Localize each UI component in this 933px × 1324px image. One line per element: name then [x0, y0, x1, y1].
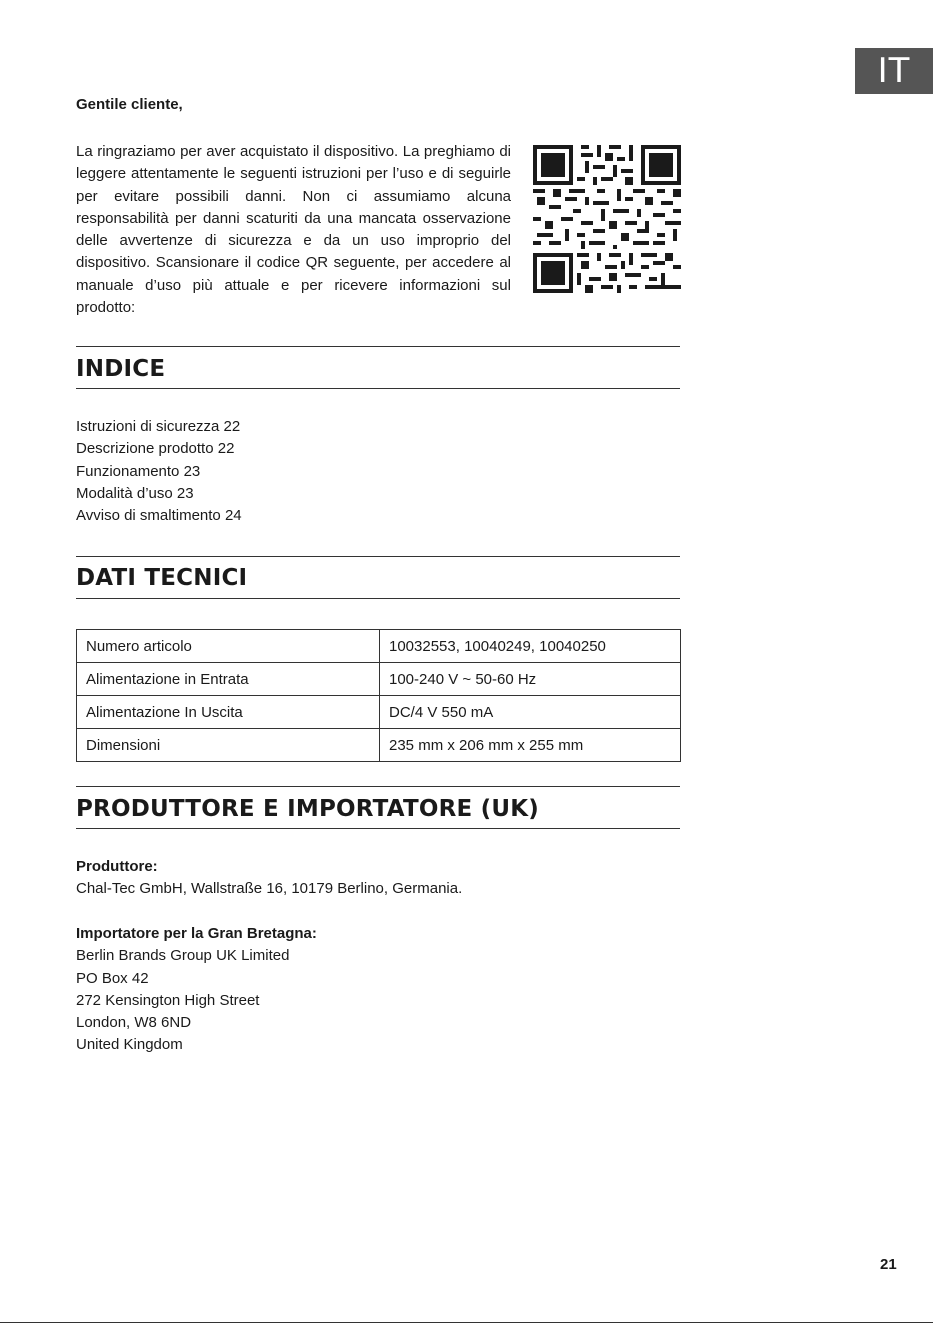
toc-item: Avviso di smaltimento 24 — [76, 507, 242, 525]
language-tab: IT — [855, 48, 933, 94]
address-line: 272 Kensington High Street — [76, 991, 260, 1009]
table-row — [77, 729, 681, 762]
table-of-contents — [76, 416, 242, 527]
spec-label: Alimentazione in Entrata — [77, 663, 380, 696]
table-row — [77, 696, 681, 729]
section-divider — [76, 598, 680, 599]
toc-item: Funzionamento 23 — [76, 462, 201, 480]
address-line: United Kingdom — [76, 1036, 183, 1054]
address-line: London, W8 6ND — [76, 1014, 192, 1032]
manufacturer-label: Produttore: — [76, 858, 158, 875]
section-divider — [76, 786, 680, 787]
spec-value: DC/4 V 550 mA — [380, 696, 681, 729]
spec-value: 10032553, 10040249, 10040250 — [380, 630, 681, 663]
uk-importer-label: Importatore per la Gran Bretagna: — [76, 925, 317, 942]
intro-paragraph: La ringraziamo per aver acquistato il dispositivo. La preghiamo di leggere attentamente le seguenti istruzioni per l’uso e di seguirle per evitare possibili danni. Non ci assumiamo alcuna responsabilità per danni scaturiti da una mancata osservazione delle avvertenze di sicurezza e da un uso improprio del dispositivo. Scansionare il codice QR seguente, per accedere al manuale d’uso più attuale e per ricevere informazioni sul prodotto: — [76, 143, 511, 317]
toc-item: Istruzioni di sicurezza 22 — [76, 418, 241, 435]
spec-label: Alimentazione In Uscita — [77, 696, 380, 729]
section-divider — [76, 556, 680, 557]
importer-title: PRODUTTORE E IMPORTATORE (UK) — [76, 796, 539, 822]
greeting: Gentile cliente, — [76, 96, 183, 113]
page-number: 21 — [880, 1256, 897, 1273]
section-divider — [76, 346, 680, 347]
table-row — [77, 663, 681, 696]
index-title: INDICE — [76, 356, 166, 382]
section-divider — [76, 388, 680, 389]
spec-value: 235 mm x 206 mm x 255 mm — [380, 729, 681, 762]
manufacturer-address: Chal-Tec GmbH, Wallstraße 16, 10179 Berlino, Germania. — [76, 880, 463, 898]
spec-label: Numero articolo — [77, 630, 380, 663]
address-line: Berlin Brands Group UK Limited — [76, 947, 290, 965]
toc-item: Descrizione prodotto 22 — [76, 440, 235, 458]
address-line: PO Box 42 — [76, 969, 149, 987]
specs-title: DATI TECNICI — [76, 565, 248, 591]
manufacturer-block — [76, 856, 462, 901]
footer-divider — [0, 1322, 933, 1323]
specs-table — [76, 629, 681, 762]
section-divider — [76, 828, 680, 829]
qr-code-icon — [533, 145, 681, 293]
table-row — [77, 630, 681, 663]
spec-label: Dimensioni — [77, 729, 380, 762]
uk-importer-block — [76, 923, 317, 1057]
toc-item: Modalità d’uso 23 — [76, 484, 194, 502]
spec-value: 100-240 V ~ 50-60 Hz — [380, 663, 681, 696]
